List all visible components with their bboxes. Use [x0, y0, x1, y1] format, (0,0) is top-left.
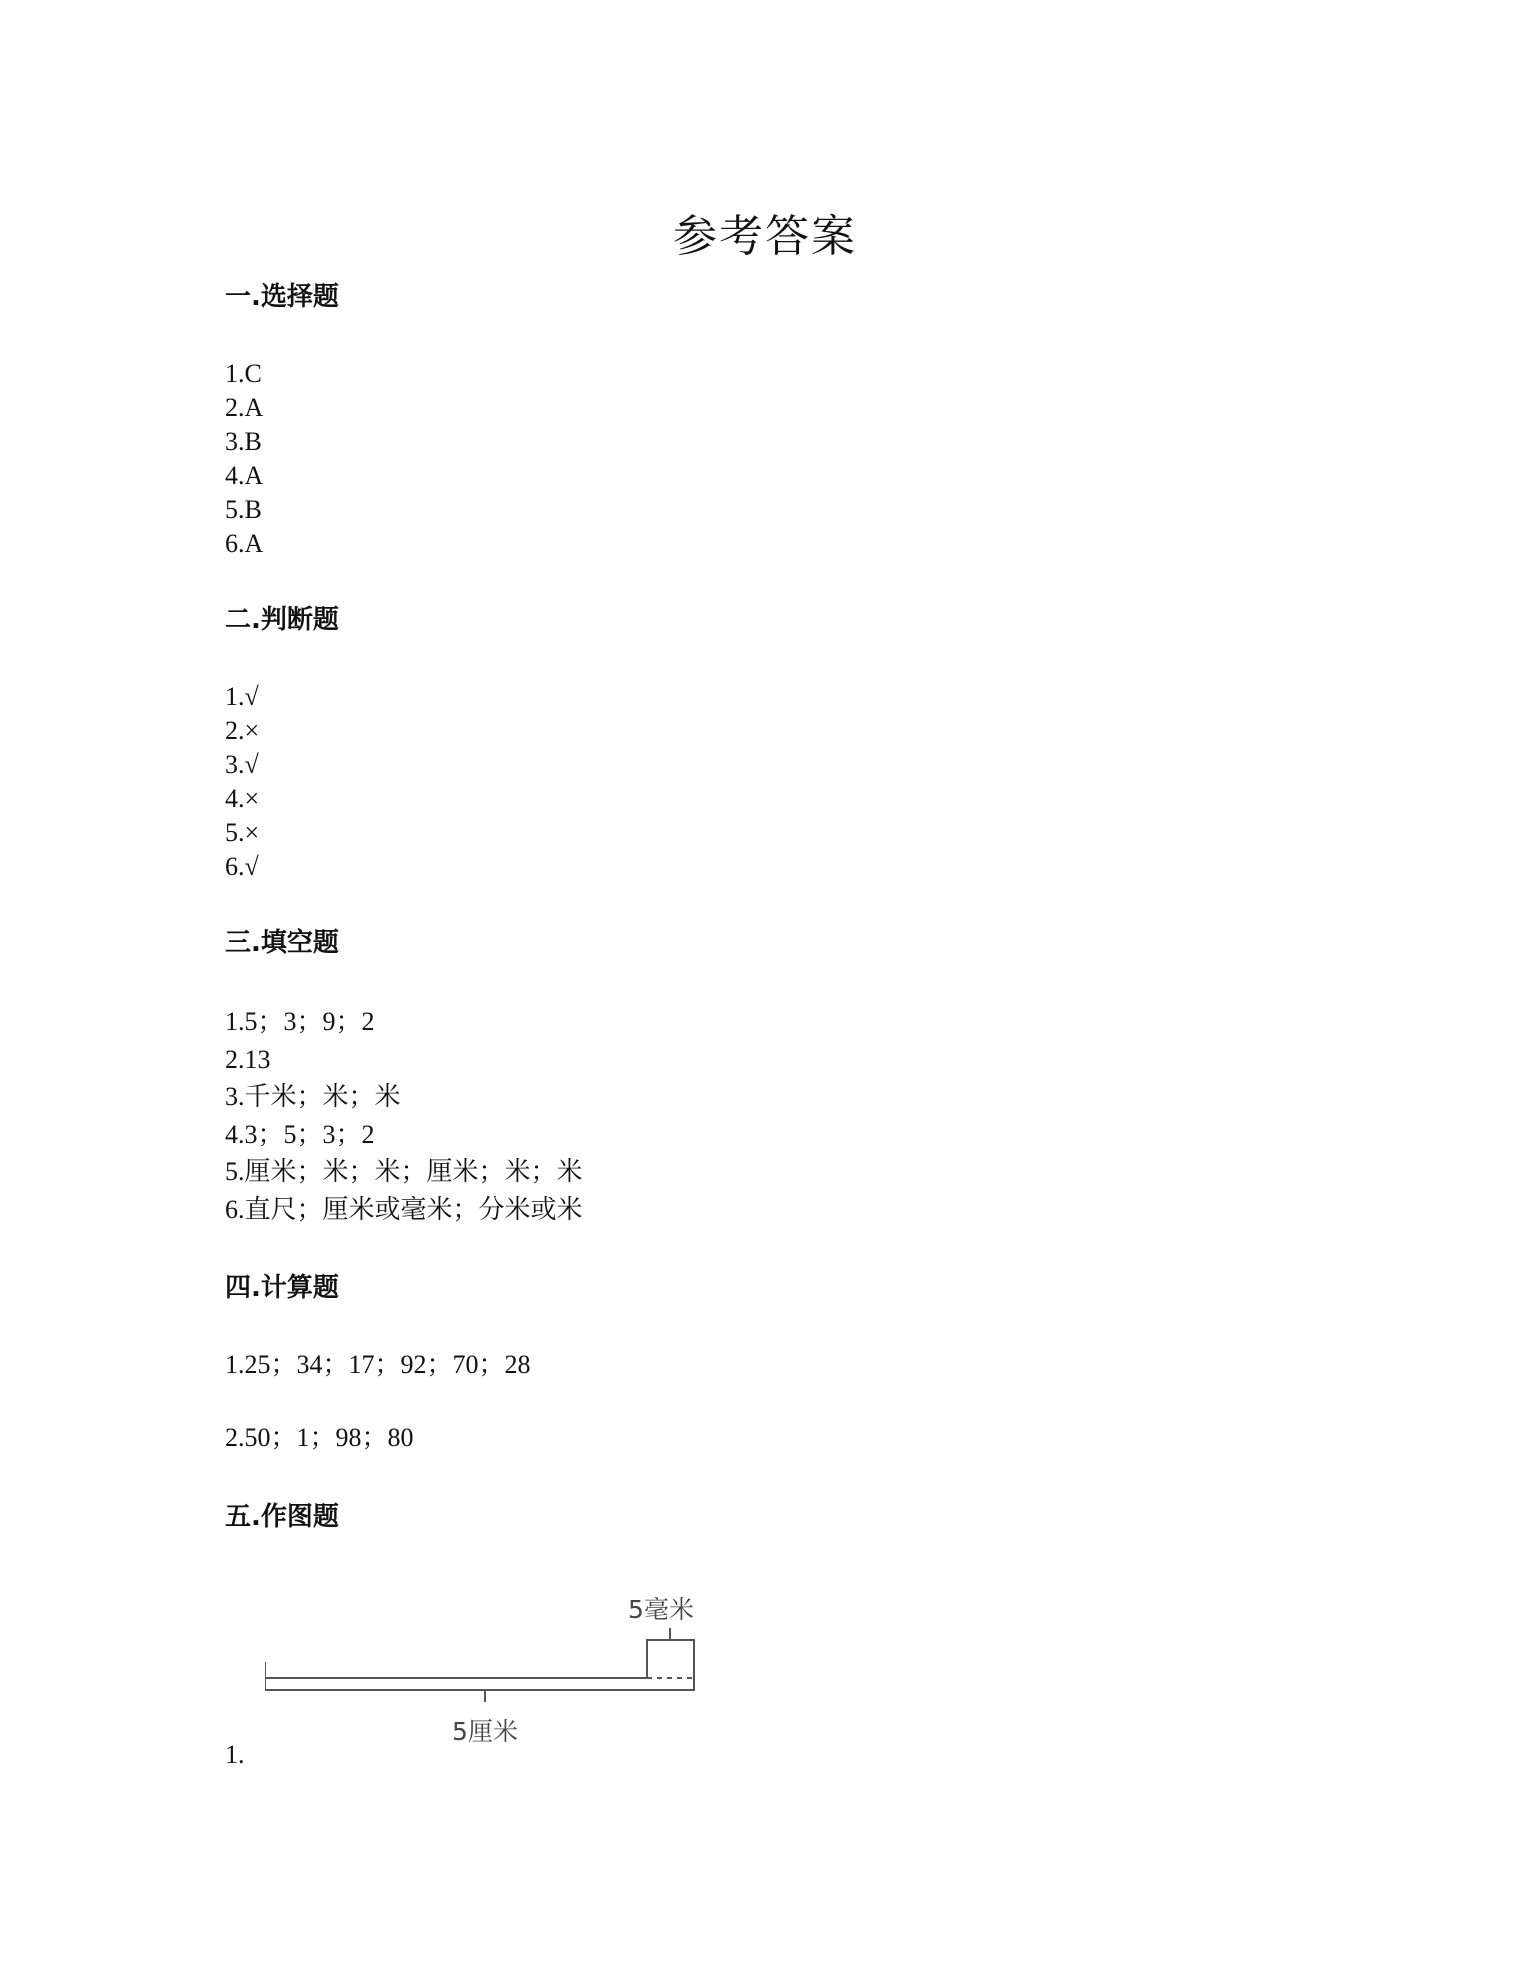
calc-answer-1: 1.25；34；17；92；70；28 [225, 1350, 531, 1379]
list-item: 2.13 [225, 1044, 271, 1074]
list-item: 3.√ [225, 750, 259, 779]
section-heading-choice: 一.选择题 [225, 282, 339, 312]
list-item: 4.3；5；3；2 [225, 1119, 375, 1149]
list-item: 6.直尺；厘米或毫米；分米或米 [225, 1194, 583, 1224]
list-item: 2.A [225, 393, 264, 422]
list-item: 3.B [225, 427, 262, 456]
list-item: 1.C [225, 359, 262, 388]
cm-label: 5厘米 [452, 1717, 518, 1746]
list-item: 5.× [225, 818, 260, 847]
list-item: 2.× [225, 716, 260, 745]
list-item: 6.A [225, 529, 264, 558]
list-item: 6.√ [225, 852, 259, 881]
list-item: 4.A [225, 461, 264, 490]
mm-label: 5毫米 [628, 1595, 694, 1624]
list-item: 5.B [225, 495, 262, 524]
line-segment-figure [265, 1590, 785, 1760]
list-item: 3.千米；米；米 [225, 1082, 401, 1111]
line-segment-drawing [265, 1590, 785, 1760]
list-item: 5.厘米；米；米；厘米；米；米 [225, 1157, 583, 1186]
fill-answer-list [225, 1003, 583, 1228]
list-item: 4.× [225, 784, 260, 813]
cm-bracket [265, 1678, 694, 1690]
choice-answer-list [225, 357, 263, 561]
calc-answer-2: 2.50；1；98；80 [225, 1423, 414, 1452]
mm-bracket [647, 1640, 694, 1650]
judge-answer-list [225, 680, 259, 884]
section-heading-fill: 三.填空题 [225, 928, 339, 958]
list-item: 1.5；3；9；2 [225, 1007, 375, 1036]
list-item: 1.√ [225, 682, 259, 711]
section-heading-draw: 五.作图题 [225, 1502, 339, 1532]
draw-item-number: 1. [225, 1740, 245, 1769]
page-title: 参考答案 [673, 211, 857, 263]
section-heading-judge: 二.判断题 [225, 605, 339, 635]
section-heading-calc: 四.计算题 [225, 1273, 339, 1303]
